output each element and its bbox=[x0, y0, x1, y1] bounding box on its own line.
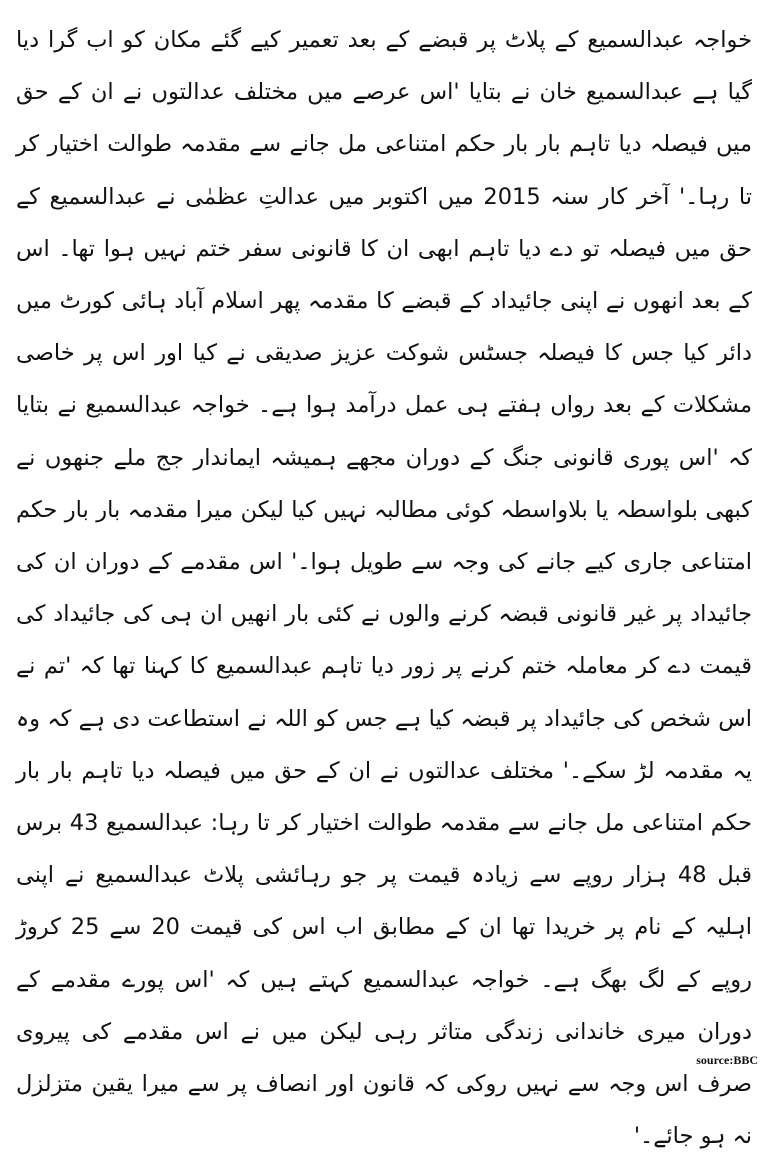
article-body: خواجہ عبدالسمیع کے پلاٹ پر قبضے کے بعد تعمیر کیے گئے مکان کو اب گرا دیا گیا ہے عبدالسمیع خان نے بتایا 'اس عرصے میں مختلف عدالتوں نے ان کے حق میں فیصلہ دیا تاہم بار بار حکم امتناعی مل جانے سے مقدمہ طوالت اختیار کر تا رہا۔' آخر کار سنہ 2015 میں اکتوبر میں عدالتِ عظمٰی نے عبدالسمیع کے حق میں فیصلہ تو دے دیا تاہم ابھی ان کا قانونی سفر ختم نہیں ہوا تھا۔ اس کے بعد انھوں نے اپنی جائیداد کے قبضے کا مقدمہ پھر اسلام آباد ہائی کورٹ میں دائر کیا جس کا فیصلہ جسٹس شوکت عزیز صدیقی نے کیا اور اس پر خاصی مشکلات کے بعد رواں ہفتے ہی عمل درآمد ہوا ہے۔ خواجہ عبدالسمیع نے بتایا کہ 'اس پوری قانونی جنگ کے دوران مجھے ہمیشہ ایماندار جج ملے جنھوں نے کبھی بلواسطہ یا بلاواسطہ کوئی مطالبہ نہیں کیا لیکن میرا مقدمہ بار بار حکم امتناعی جاری کیے جانے کی وجہ سے طویل ہوا۔' اس مقدمے کے دوران ان کی جائیداد پر غیر قانونی قبضہ کرنے والوں نے کئی بار انھیں ان ہی کی جائیداد کی قیمت دے کر معاملہ ختم کرنے پر زور دیا تاہم عبدالسمیع کا کہنا تھا کہ 'تم نے اس شخص کی جائیداد پر قبضہ کیا ہے جس کو اللہ نے استطاعت دی ہے کہ وہ یہ مقدمہ لڑ سکے۔' مختلف عدالتوں نے ان کے حق میں فیصلہ دیا تاہم بار بار حکم امتناعی مل جانے سے مقدمہ طوالت اختیار کر تا رہا: عبدالسمیع 43 برس قبل 48 ہزار روپے سے زیادہ قیمت پر جو رہائشی پلاٹ عبدالسمیع نے اپنی اہلیہ کے نام پر خریدا تھا ان کے مطابق اب اس کی قیمت 20 سے 25 کروڑ روپے کے لگ بھگ ہے۔ خواجہ عبدالسمیع کہتے ہیں کہ 'اس پورے مقدمے کے دوران میری خاندانی زندگی متاثر رہی لیکن میں نے اس مقدمے کی پیروی صرف اس وجہ سے نہیں روکی کہ قانون اور انصاف پر سے میرا یقین متزلزل نہ ہو جائے۔' bbox=[16, 27, 753, 1150]
source-credit: source:BBC bbox=[696, 1053, 758, 1067]
